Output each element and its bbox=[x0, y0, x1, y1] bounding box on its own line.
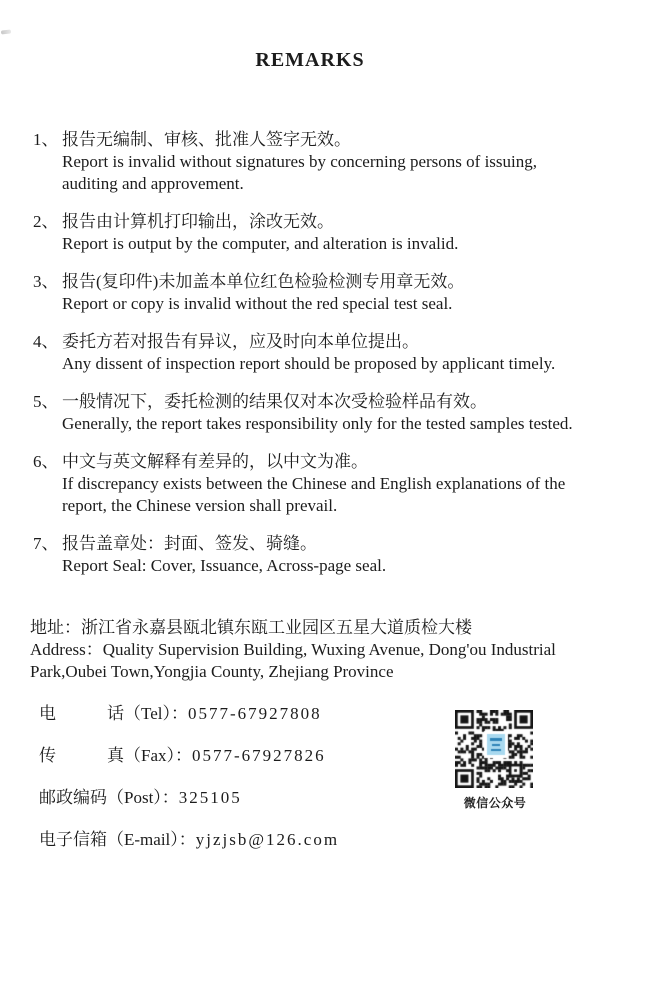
remark-text-en: report, the Chinese version shall prevail. bbox=[62, 496, 338, 515]
remark-item bbox=[33, 533, 626, 577]
remark-text-en: Any dissent of inspection report should be proposed by applicant timely. bbox=[62, 354, 556, 373]
address-block bbox=[0, 617, 654, 683]
wechat-qr-caption: 微信公众号 bbox=[463, 796, 527, 810]
contact-label: 电 话（Tel）： bbox=[39, 704, 188, 723]
remark-number: 5、 bbox=[33, 392, 59, 411]
address-zh: 地址：浙江省永嘉县瓯北镇东瓯工业园区五星大道质检大楼 bbox=[30, 618, 472, 637]
remark-text-zh: 中文与英文解释有差异的，以中文为准。 bbox=[62, 452, 368, 471]
remark-text-en: Report is invalid without signatures by concerning persons of issuing, bbox=[62, 152, 537, 171]
contact-row bbox=[39, 787, 654, 809]
remark-body bbox=[62, 451, 626, 517]
remark-number: 2、 bbox=[33, 212, 59, 231]
remark-number: 6、 bbox=[33, 452, 59, 471]
contact-label: 邮政编码（Post）： bbox=[39, 788, 179, 807]
remark-number: 4、 bbox=[33, 332, 59, 351]
contact-list bbox=[0, 703, 654, 851]
remarks-list bbox=[0, 129, 654, 577]
remark-text-en: Report or copy is invalid without the red special test seal. bbox=[62, 294, 453, 313]
remark-body bbox=[62, 391, 626, 435]
address-en-line1: Address：Quality Supervision Building, Wuxing Avenue, Dong'ou Industrial bbox=[30, 640, 556, 659]
remark-item bbox=[33, 451, 626, 517]
remark-text-en: If discrepancy exists between the Chinese and English explanations of the bbox=[62, 474, 566, 493]
contact-row bbox=[39, 829, 654, 851]
remark-text-zh: 报告(复印件)未加盖本单位红色检验检测专用章无效。 bbox=[62, 272, 465, 291]
remark-body bbox=[62, 129, 626, 195]
address-en-line2: Park,Oubei Town,Yongjia County, Zhejiang Province bbox=[30, 662, 394, 681]
remark-text-zh: 报告盖章处：封面、签发、骑缝。 bbox=[62, 534, 317, 553]
contact-value: 0577-67927826 bbox=[192, 746, 326, 765]
remark-number: 3、 bbox=[33, 272, 59, 291]
remark-body bbox=[62, 331, 626, 375]
remark-text-en: Report is output by the computer, and alteration is invalid. bbox=[62, 234, 459, 253]
wechat-qr-code bbox=[455, 710, 533, 788]
page-title: REMARKS bbox=[255, 49, 365, 71]
remark-item bbox=[33, 271, 626, 315]
contact-value: yjzjsb@126.com bbox=[195, 830, 340, 849]
contact-row bbox=[39, 703, 654, 725]
remark-text-zh: 报告由计算机打印输出，涂改无效。 bbox=[62, 212, 334, 231]
remark-text-zh: 一般情况下，委托检测的结果仅对本次受检验样品有效。 bbox=[62, 392, 487, 411]
remark-item bbox=[33, 211, 626, 255]
remark-text-en: Generally, the report takes responsibility only for the tested samples tested. bbox=[62, 414, 573, 433]
remark-text-zh: 报告无编制、审核、批准人签字无效。 bbox=[62, 130, 351, 149]
contact-label: 传 真（Fax）： bbox=[39, 746, 192, 765]
remark-text-en: Report Seal: Cover, Issuance, Across-page seal. bbox=[62, 556, 387, 575]
contact-value: 325105 bbox=[178, 788, 242, 807]
remark-number: 7、 bbox=[33, 534, 59, 553]
remark-item bbox=[33, 391, 626, 435]
remark-body bbox=[62, 271, 626, 315]
remark-body bbox=[62, 211, 626, 255]
remark-number: 1、 bbox=[33, 130, 59, 149]
remark-body bbox=[62, 533, 626, 577]
remark-item bbox=[33, 129, 626, 195]
contact-label: 电子信箱（E-mail）： bbox=[39, 830, 196, 849]
remark-text-en: auditing and approvement. bbox=[62, 174, 244, 193]
contact-row bbox=[39, 745, 654, 767]
contact-value: 0577-67927808 bbox=[187, 704, 322, 723]
remark-item bbox=[33, 331, 626, 375]
remark-text-zh: 委托方若对报告有异议，应及时向本单位提出。 bbox=[62, 332, 419, 351]
wechat-qr-block bbox=[455, 710, 535, 811]
